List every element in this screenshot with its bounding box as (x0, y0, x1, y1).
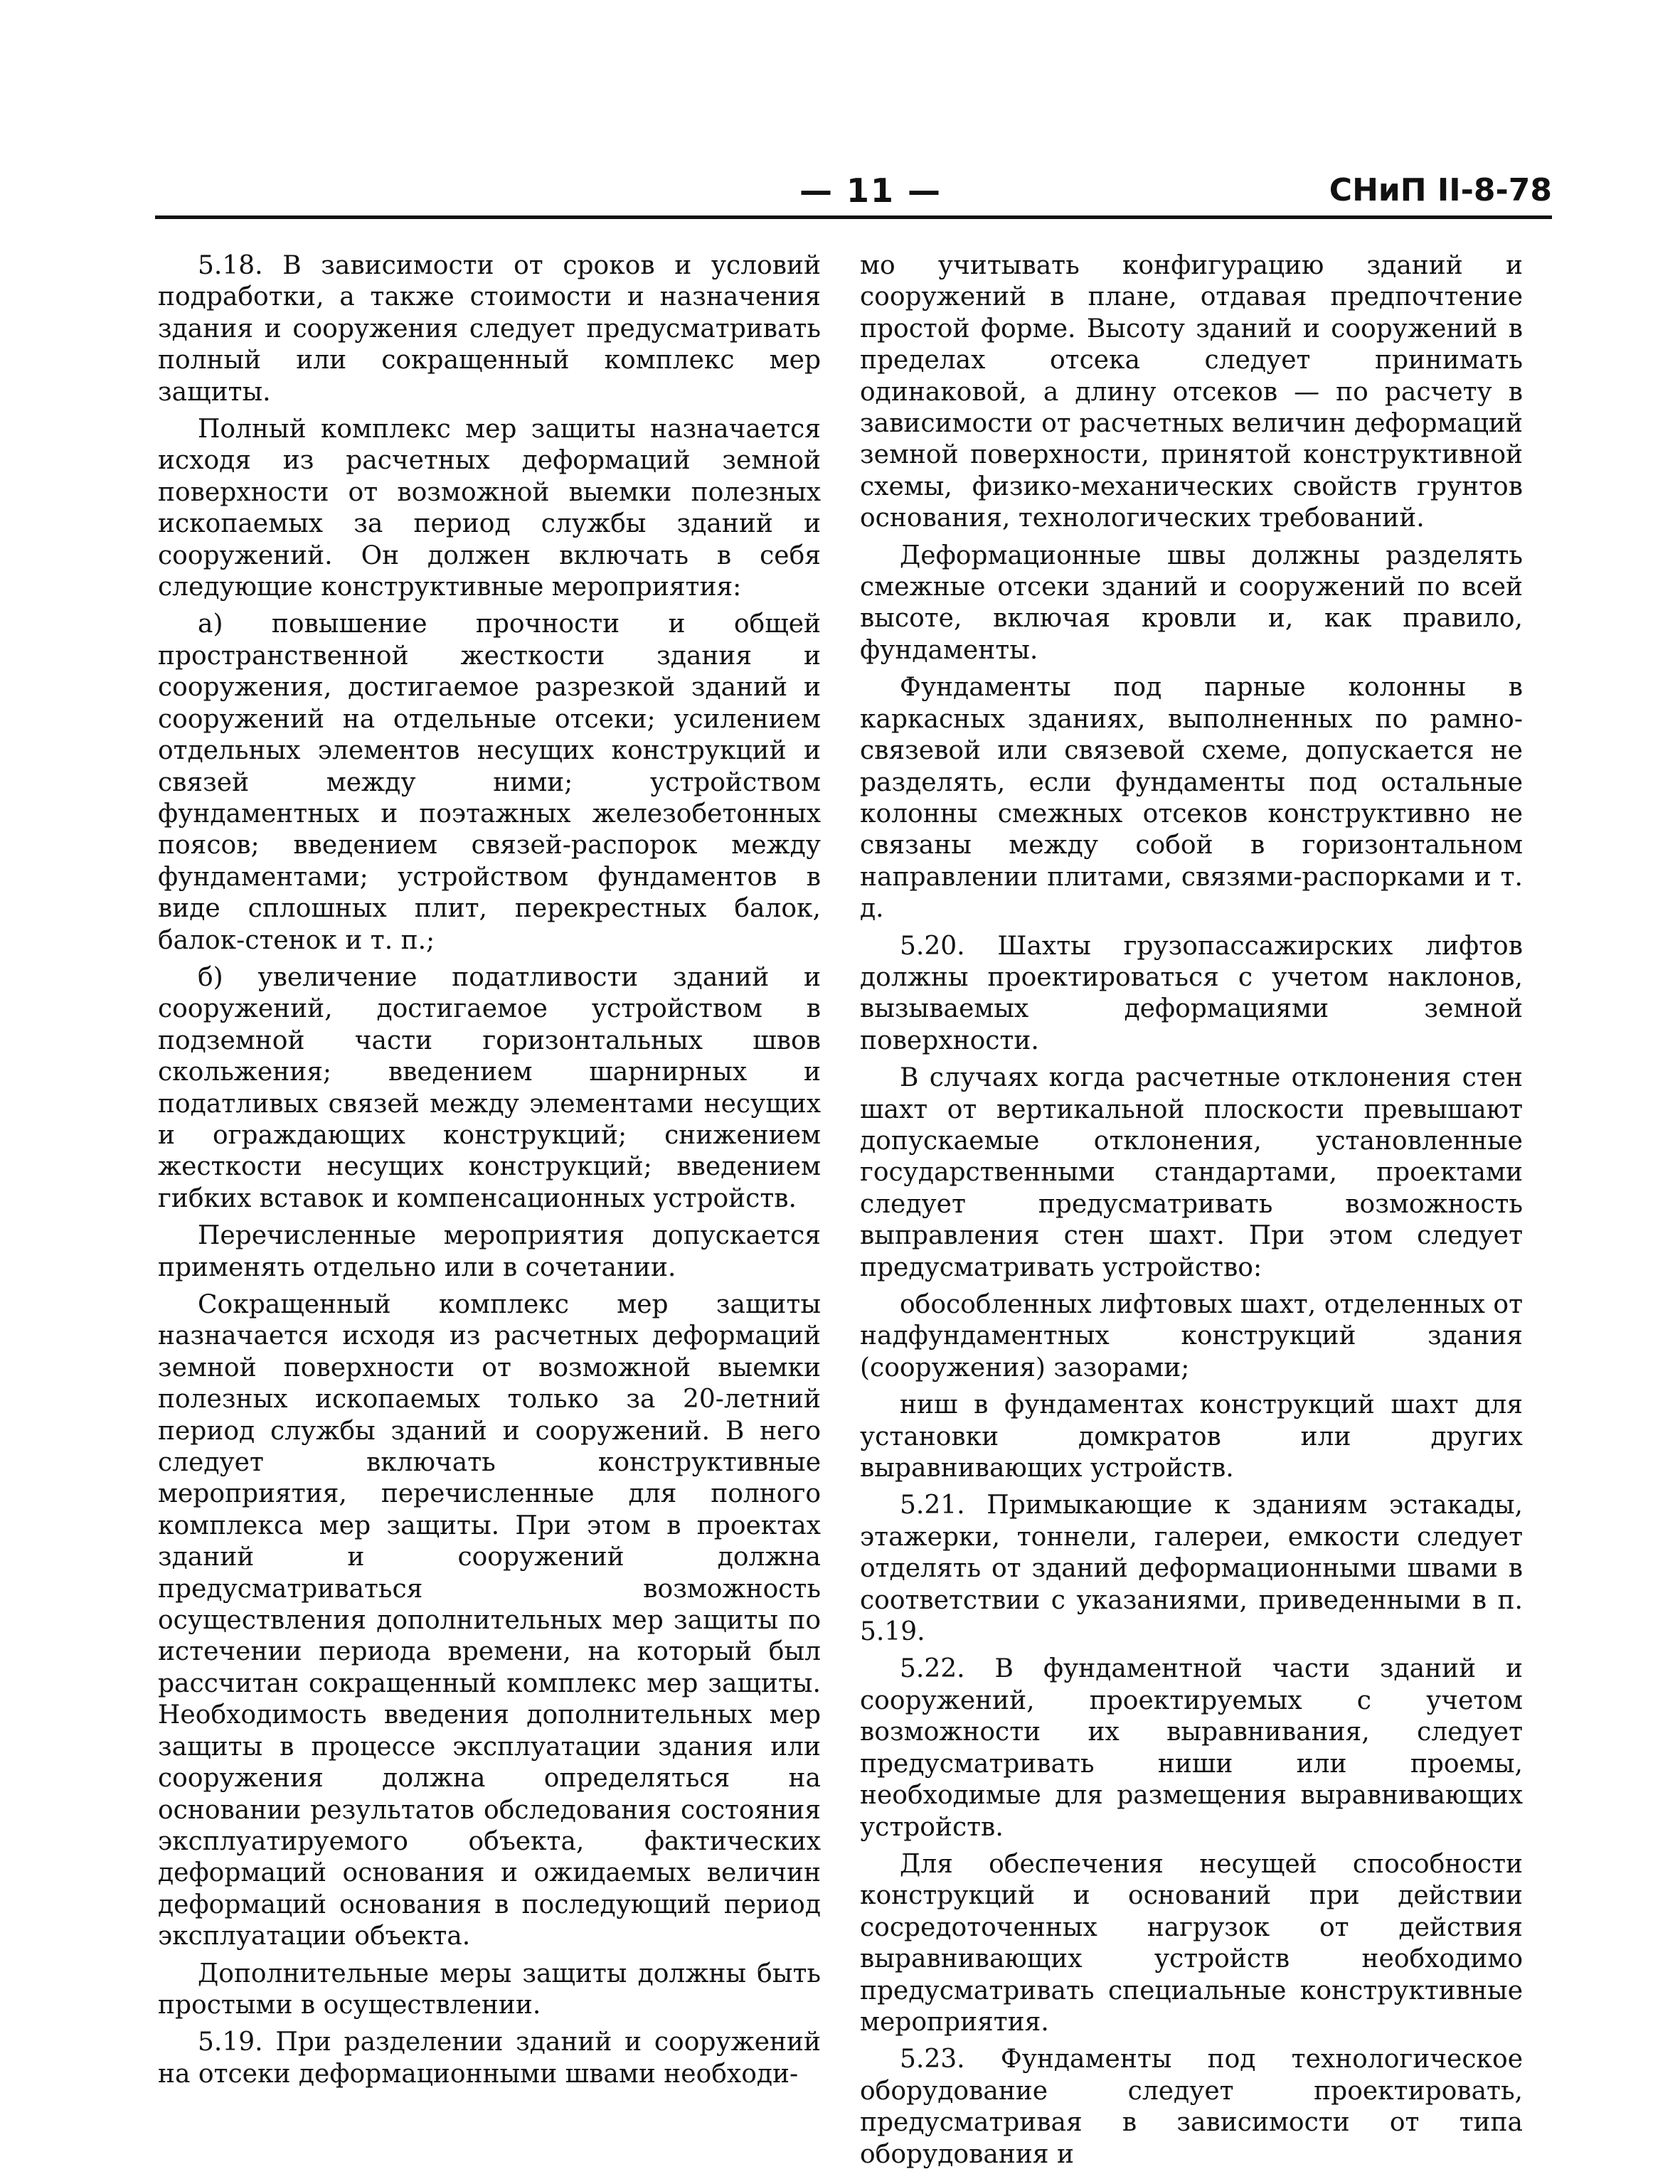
paragraph-paired-columns: Фундаменты под парные колонны в каркасных зданиях, выполненных по рамно-связевой или связевой схеме, допускается не разделять, если фундаменты под остальные колонны смежных отсеков конструктивно не связаны между собой в горизонтальном направлении плитами, связями-распорками и т. д. (860, 673, 1523, 924)
paragraph-item-a: а) повышение прочности и общей пространственной жесткости здания и сооружения, достигаемое разрезкой зданий и сооружений на отдельные отсеки; усилением отдельных элементов несущих конструкций и связей между ними; устройством фундаментных и поэтажных железобетонных поясов; введением связей-распорок между фундаментами; устройством фундаментов в виде сплошных плит, перекрестных балок, балок-стенок и т. п.; (158, 609, 821, 955)
paragraph-5-23: 5.23. Фундаменты под технологическое оборудование следует проектировать, предусматривая в зависимости от типа оборудования и (860, 2045, 1523, 2169)
paragraph-additional-measures: Дополнительные меры защиты должны быть простыми в осуществлении. (158, 1959, 821, 2020)
paragraph-deformation-joints: Деформационные швы должны разделять смежные отсеки зданий и сооружений по всей высоте, включая кровли и, как правило, фундаменты. (860, 540, 1523, 665)
page-number: — 11 — (799, 171, 942, 210)
page-header (155, 169, 1552, 216)
paragraph-niches: ниш в фундаментах конструкций шахт для установки домкратов или других выравнивающих устройств. (860, 1390, 1523, 1483)
paragraph-bearing-capacity: Для обеспечения несущей способности конструкций и оснований при действии сосредоточенных нагрузок от действия выравнивающих устройств необходимо предусматривать специальные конструктивные мероприятия. (860, 1849, 1523, 2037)
paragraph-5-20: 5.20. Шахты грузопассажирских лифтов должны проектироваться с учетом наклонов, вызываемых деформациями земной поверхности. (860, 931, 1523, 1055)
paragraph-full-complex: Полный комплекс мер защиты назначается исходя из расчетных деформаций земной поверхности от возможной выемки полезных ископаемых за период службы зданий и сооружений. Он должен включать в себя следующие конструктивные мероприятия: (158, 415, 821, 602)
paragraph-5-18: 5.18. В зависимости от сроков и условий подработки, а также стоимости и назначения здания и сооружения следует предусматривать полный или сокращенный комплекс мер защиты. (158, 251, 821, 407)
paragraph-5-19-continued: мо учитывать конфигурацию зданий и сооружений в плане, отдавая предпочтение простой форме. Высоту зданий и сооружений в пределах отсека следует принимать одинаковой, а длину отсеков — по расчету в зависимости от расчетных величин деформаций земной поверхности, принятой конструктивной схемы, физико-механических свойств грунтов основания, технологических требований. (860, 251, 1523, 533)
paragraph-separate-shafts: обособленных лифтовых шахт, отделенных от надфундаментных конструкций здания (сооружения) зазорами; (860, 1290, 1523, 1383)
paragraph-listed-measures: Перечисленные мероприятия допускается применять отдельно или в сочетании. (158, 1221, 821, 1282)
header-rule (155, 215, 1552, 219)
right-column (860, 250, 1523, 2176)
paragraph-shaft-deviations: В случаях когда расчетные отклонения стен шахт от вертикальной плоскости превышают допускаемые отклонения, установленные государственными стандартами, проектами следует предусматривать возможность выправления стен шахт. При этом следует предусматривать устройство: (860, 1063, 1523, 1282)
left-column (158, 250, 821, 2096)
paragraph-5-19-start: 5.19. При разделении зданий и сооружений на отсеки деформационными швами необходи- (158, 2028, 821, 2089)
paragraph-item-b: б) увеличение податливости зданий и сооружений, достигаемое устройством в подземной части горизонтальных швов скольжения; введением шарнирных и податливых связей между элементами несущих и ограждающих конструкций; снижением жесткости несущих конструкций; введением гибких вставок и компенсационных устройств. (158, 962, 821, 1213)
paragraph-5-21: 5.21. Примыкающие к зданиям эстакады, этажерки, тоннели, галереи, емкости следует отделять от зданий деформационными швами в соответствии с указаниями, приведенными в п. 5.19. (860, 1491, 1523, 1647)
paragraph-reduced-complex: Сокращенный комплекс мер защиты назначается исходя из расчетных деформаций земной поверхности от возможной выемки полезных ископаемых только за 20-летний период службы зданий и сооружений. В него следует включать конструктивные мероприятия, перечисленные для полного комплекса мер защиты. При этом в проектах зданий и сооружений должна предусматриваться возможность осуществления дополнительных мер защиты по истечении периода времени, на который был рассчитан сокращенный комплекс мер защиты. Необходимость введения дополнительных мер защиты в процессе эксплуатации здания или сооружения должна определяться на основании результатов обследования состояния эксплуатируемого объекта, фактических деформаций основания и ожидаемых величин деформаций основания в последующий период эксплуатации объекта. (158, 1290, 821, 1951)
paragraph-5-22: 5.22. В фундаментной части зданий и сооружений, проектируемых с учетом возможности их выравнивания, следует предусматривать ниши или проемы, необходимые для размещения выравнивающих устройств. (860, 1654, 1523, 1842)
document-code: СНиП II-8-78 (1329, 172, 1552, 208)
